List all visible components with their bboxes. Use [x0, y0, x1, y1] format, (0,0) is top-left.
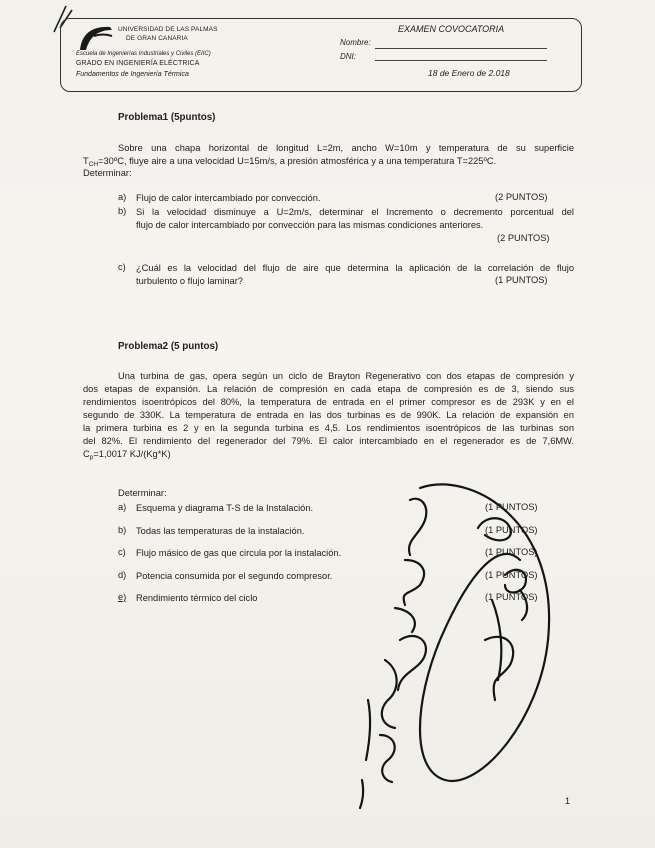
- p1-item-a-points: (2 PUNTOS): [495, 192, 548, 202]
- problem1-statement-line2: [83, 155, 583, 171]
- p1-item-c-letter: c): [118, 262, 126, 272]
- dni-label: DNI:: [340, 52, 356, 61]
- problem2-cp: [83, 448, 171, 464]
- problem2-line6: del 82%. El rendimiento del regenerador del 79%. El calor intercambiado en el regenerador es de 7,6MW.: [83, 436, 574, 446]
- problem2-line5: la primera turbina es 2 y en la segunda turbina es 4,5. Los rendimientos isoentrópicos de las turbinas son: [83, 423, 574, 433]
- p1-item-b-line1: Si la velocidad disminuye a U=2m/s, determinar el Incremento o decremento porcentual del: [136, 207, 574, 217]
- p1-item-c-points: (1 PUNTOS): [495, 275, 548, 285]
- p1-item-c-line2: turbulento o flujo laminar?: [136, 276, 243, 286]
- p2-item-a-text: Esquema y diagrama T-S de la Instalación.: [136, 503, 314, 513]
- p2-item-a-points: (1 PUNTOS): [485, 502, 538, 512]
- p2-item-d-letter: d): [118, 570, 127, 580]
- p2-item-d-text: Potencia consumida por el segundo compresor.: [136, 571, 333, 581]
- nombre-field[interactable]: [375, 48, 547, 49]
- school-name: Escuela de Ingenierías Industriales y Civiles (EIIC): [76, 51, 211, 57]
- university-line1: UNIVERSIDAD DE LAS PALMAS: [118, 26, 218, 33]
- p1-item-a-letter: a): [118, 192, 127, 202]
- problem2-line2: dos etapas de expansión. La relación de compresión en cada etapa de compresión es de 3, siendo sus: [83, 384, 574, 394]
- cp-symbol: C: [83, 449, 90, 459]
- p2-item-b-text: Todas las temperaturas de la instalación.: [136, 526, 305, 536]
- p2-item-e-text: Rendimiento térmico del ciclo: [136, 593, 258, 603]
- statement-line2-rest: =30ºC, fluye aire a una velocidad U=15m/s, a presión atmosférica y a una temperatura T=225ºC.: [98, 156, 497, 166]
- degree-name: GRADO EN INGENIERÍA ELÉCTRICA: [76, 60, 200, 67]
- p2-item-b-points: (1 PUNTOS): [485, 525, 538, 535]
- problem1-determinar: Determinar:: [83, 168, 132, 178]
- tch-symbol: T: [83, 156, 89, 166]
- p2-item-b-letter: b): [118, 525, 127, 535]
- university-logo-icon: [76, 22, 116, 52]
- p1-item-c-line1: ¿Cuál es la velocidad del flujo de aire que determina la aplicación de la correlación de flujo: [136, 263, 574, 273]
- p2-item-c-text: Flujo másico de gas que circula por la instalación.: [136, 548, 342, 558]
- tch-subscript: CH: [88, 161, 99, 168]
- dni-field[interactable]: [375, 60, 547, 61]
- p2-item-c-letter: c): [118, 547, 126, 557]
- cp-subscript: p: [89, 454, 94, 461]
- university-name: [118, 25, 218, 43]
- problem2-line1: Una turbina de gas, opera según un ciclo de Brayton Regenerativo con dos etapas de compresión y: [118, 371, 574, 381]
- problem1-statement-line1: Sobre una chapa horizontal de longitud L=2m, ancho W=10m y temperatura de su superficie: [118, 143, 574, 153]
- p1-item-b-points: (2 PUNTOS): [497, 233, 550, 243]
- subject-name: Fundamentos de Ingeniería Térmica: [76, 71, 189, 78]
- p2-item-e-letter: e): [118, 592, 127, 602]
- p2-item-c-points: (1 PUNTOS): [485, 547, 538, 557]
- p2-item-e-points: (1 PUNTOS): [485, 592, 538, 602]
- exam-title: EXAMEN COVOCATORIA: [398, 24, 505, 34]
- problem1-title: Problema1 (5puntos): [118, 112, 216, 123]
- problem2-line3: rendimientos isoentrópicos del 80%, la temperatura de entrada en el primer compresor es de 293K y en el: [83, 397, 574, 407]
- problem2-line4: segundo de 330K. La temperatura de entrada en las dos turbinas es de 990K. La relación de expansión en: [83, 410, 574, 420]
- page-number: 1: [565, 796, 571, 806]
- p1-item-a-text: Flujo de calor intercambiado por convección.: [136, 193, 321, 203]
- p1-item-b-line2: flujo de calor intercambiado por convección para las mismas condiciones anteriores.: [136, 220, 484, 230]
- cp-value: =1,0017 KJ/(Kg*K): [93, 449, 171, 459]
- university-line2: DE GRAN CANARIA: [126, 35, 188, 42]
- problem2-title: Problema2 (5 puntos): [118, 341, 219, 352]
- nombre-label: Nombre:: [340, 38, 371, 47]
- exam-date: 18 de Enero de 2.018: [428, 68, 510, 78]
- p2-item-d-points: (1 PUNTOS): [485, 570, 538, 580]
- p1-item-b-letter: b): [118, 206, 127, 216]
- problem2-determinar: Determinar:: [118, 488, 167, 498]
- p2-item-a-letter: a): [118, 502, 127, 512]
